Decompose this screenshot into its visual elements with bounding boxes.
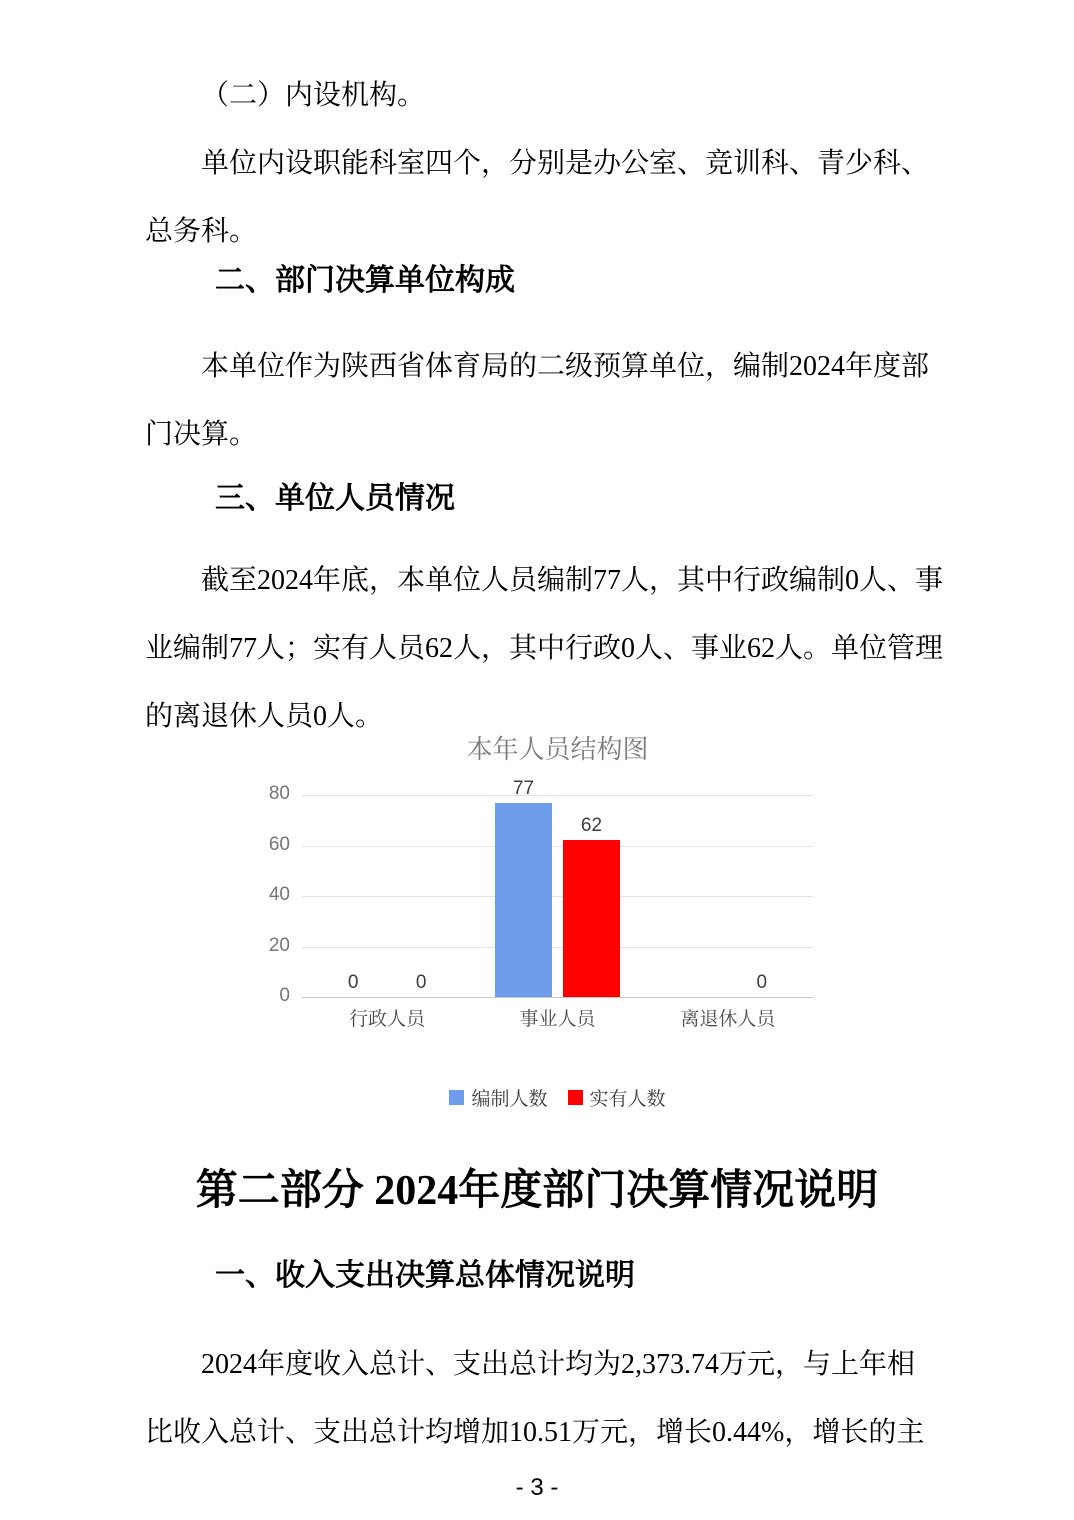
paragraph-line: 的离退休人员0人。 <box>145 701 384 732</box>
gridline <box>302 846 813 847</box>
y-tick-label: 0 <box>279 985 290 1006</box>
category-label: 行政人员 <box>349 1009 426 1030</box>
paragraph-line: 本单位作为陕西省体育局的二级预算单位，编制2024年度部 <box>201 351 930 382</box>
subsection-heading-text: （二）内设机构。 <box>201 80 426 111</box>
y-tick-label: 60 <box>268 833 290 855</box>
legend-item <box>568 1084 666 1111</box>
paragraph-line: 2024年度收入总计、支出总计均为2,373.74万元，与上年相 <box>201 1349 916 1380</box>
chart-legend <box>302 1084 813 1111</box>
personnel-structure-chart <box>0 718 1074 1118</box>
paragraph-line: 比收入总计、支出总计均增加10.51万元，增长0.44%，增长的主 <box>145 1417 925 1448</box>
legend-swatch <box>568 1090 583 1105</box>
paragraph-totals <box>145 1331 943 1467</box>
paragraph-budget-unit <box>145 333 943 469</box>
chart-title: 本年人员结构图 <box>466 734 649 764</box>
paragraph-internal-structure <box>145 130 943 266</box>
paragraph-line: 业编制77人；实有人员62人，其中行政0人、事业62人。单位管理 <box>145 633 944 664</box>
heading-income-expenditure-overview: 一、收入支出决算总体情况说明 <box>215 1259 635 1292</box>
gridline <box>302 947 813 948</box>
legend-item <box>449 1084 547 1111</box>
bar-value-label: 0 <box>756 972 768 993</box>
paragraph-line: 截至2024年底，本单位人员编制77人，其中行政编制0人、事 <box>201 565 944 596</box>
bar-value-label: 0 <box>415 972 427 993</box>
legend-label: 编制人数 <box>471 1089 548 1110</box>
category-label: 离退休人员 <box>680 1009 776 1030</box>
bar-value-label: 0 <box>347 972 359 993</box>
y-tick-label: 20 <box>268 934 290 956</box>
heading-personnel-situation: 三、单位人员情况 <box>215 482 455 515</box>
y-tick-label: 40 <box>268 884 290 905</box>
subsection-heading-internal-orgs <box>145 62 943 130</box>
bar-value-label: 77 <box>512 777 535 799</box>
part2-heading: 第二部分 2024年度部门决算情况说明 <box>195 1168 879 1214</box>
category-label: 事业人员 <box>519 1009 596 1030</box>
page-number: - 3 - <box>515 1474 559 1501</box>
heading-budget-unit-composition: 二、部门决算单位构成 <box>215 264 515 297</box>
paragraph-line: 总务科。 <box>145 216 258 247</box>
gridline <box>302 896 813 897</box>
bar-value-label: 62 <box>580 815 603 837</box>
legend-label: 实有人数 <box>589 1089 666 1110</box>
x-axis-line <box>302 997 813 998</box>
paragraph-line: 门决算。 <box>145 419 258 450</box>
bar-series-0 <box>495 803 552 997</box>
y-tick-label: 80 <box>268 783 290 804</box>
paragraph-line: 单位内设职能科室四个，分别是办公室、竞训科、青少科、 <box>201 148 930 179</box>
bar-series-1 <box>563 840 620 997</box>
legend-swatch <box>449 1090 464 1105</box>
